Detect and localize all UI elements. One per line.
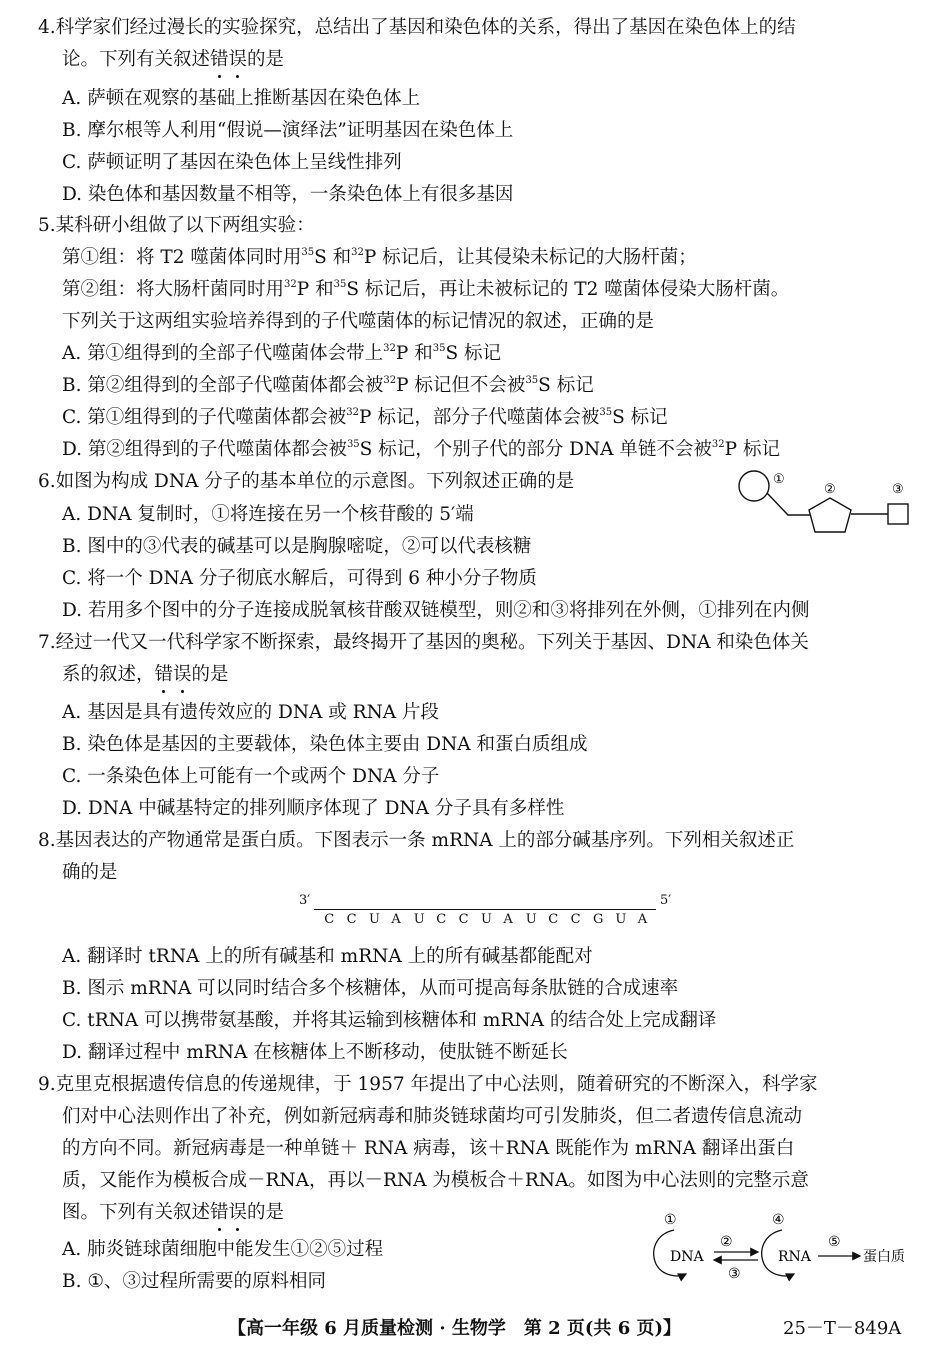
q5-text: P 和 (296, 279, 334, 300)
mrna-base: C (436, 912, 447, 927)
q5-text: 第①组：将 T2 噬菌体同时用 (62, 247, 302, 268)
q4-option-d: D. 染色体和基因数量不相等，一条染色体上有很多基因 (62, 184, 514, 205)
q9-stem-line5 (62, 1200, 284, 1226)
mrna-base: A (637, 912, 648, 927)
q5-option-c (62, 405, 668, 431)
q8-option-a: A. 翻译时 tRNA 上的所有碱基和 mRNA 上的所有碱基都能配对 (62, 946, 593, 967)
q7-option-d: D. DNA 中碱基特定的排列顺序体现了 DNA 分子具有多样性 (62, 798, 565, 819)
mrna-strand-line (314, 909, 656, 910)
phosphate-circle (739, 471, 769, 501)
process-5-label: ⑤ (828, 1234, 841, 1250)
q7-stem-line1: 7.经过一代又一代科学家不断探索，最终揭开了基因的奥秘。下列关于基因、DNA 和染色体关 (38, 632, 809, 653)
mrna-base: U (525, 912, 537, 927)
emphasis-char: 误 (173, 662, 192, 688)
base-square (888, 504, 908, 524)
mrna-base: A (503, 912, 513, 927)
q6-option-b: B. 图中的③代表的碱基可以是胸腺嘧啶，②可以代表核糖 (62, 536, 532, 557)
mrna-base: C (548, 912, 559, 927)
q5-group2 (62, 277, 789, 303)
q5-text: P 标记后，让其侵染未标记的大肠杆菌； (363, 247, 697, 268)
q5-text: P 和 (395, 343, 433, 364)
q4-stem-text: 的是 (247, 49, 285, 70)
q9-stem-text: 图。下列有关叙述 (62, 1202, 211, 1223)
q9-stem-line2: 们对中心法则作出了补充，例如新冠病毒和肺炎链球菌均可引发肺炎，但二者遗传信息流动 (62, 1106, 803, 1127)
q5-text: S 标记 (538, 375, 594, 396)
q6-option-c: C. 将一个 DNA 分子彻底水解后，可得到 6 种小分子物质 (62, 568, 537, 589)
rna-label: RNA (778, 1249, 811, 1265)
q7-option-b: B. 染色体是基因的主要载体，染色体主要由 DNA 和蛋白质组成 (62, 734, 588, 755)
nucleotide-diagram (730, 462, 920, 542)
q8-option-c: C. tRNA 可以携带氨基酸，并将其运输到核糖体和 mRNA 的结合处上完成翻译 (62, 1010, 717, 1031)
isotope-mass: 35 (333, 279, 347, 290)
q4-option-b: B. 摩尔根等人利用“假说—演绎法”证明基因在染色体上 (62, 120, 514, 141)
q5-option-a (62, 341, 501, 367)
isotope-mass: 35 (301, 247, 315, 258)
q4-option-c: C. 萨顿证明了基因在染色体上呈线性排列 (62, 152, 402, 173)
process-3-label: ③ (728, 1266, 741, 1282)
q5-text: A. 第①组得到的全部子代噬菌体会带上 (62, 343, 384, 364)
q5-text: P 标记但不会被 (396, 375, 526, 396)
q5-text: B. 第②组得到的全部子代噬菌体都会被 (62, 375, 384, 396)
isotope-mass: 32 (351, 247, 364, 258)
isotope-mass: 32 (346, 407, 359, 418)
process-2-label: ② (720, 1234, 733, 1250)
footer-title: 【高一年级 6 月质量检测 · 生物学 第 2 页(共 6 页)】 (228, 1318, 682, 1339)
mrna-base: C (346, 912, 357, 927)
mrna-5prime-label: 5′ (660, 893, 672, 908)
mrna-base: U (413, 912, 425, 927)
q7-stem-text: 系的叙述， (62, 664, 155, 685)
q8-option-b: B. 图示 mRNA 可以同时结合多个核糖体，从而可提高每条肽链的合成速率 (62, 978, 679, 999)
q7-stem-text: 的是 (191, 664, 229, 685)
mrna-3prime-label: 3′ (299, 893, 311, 908)
q9-stem-line4: 质，又能作为模板合成－RNA，再以－RNA 为模板合＋RNA。如图为中心法则的完整示意 (62, 1170, 809, 1191)
process-4-label: ④ (772, 1212, 785, 1228)
label-1: ① (773, 472, 785, 487)
mrna-base: C (570, 912, 581, 927)
isotope-mass: 32 (711, 439, 725, 450)
q9-stem-line3: 的方向不同。新冠病毒是一种单链＋ RNA 病毒，该＋RNA 既能作为 mRNA 翻译出蛋白 (62, 1138, 795, 1159)
mrna-base: U (615, 912, 627, 927)
protein-label: 蛋白质 (863, 1249, 905, 1265)
q8-option-d: D. 翻译过程中 mRNA 在核糖体上不断移动，使肽链不断延长 (62, 1042, 568, 1063)
mrna-base: G (593, 912, 604, 927)
emphasis-char: 错 (210, 47, 229, 73)
page-footer (0, 1316, 950, 1342)
q5-text: S 标记，个别子代的部分 DNA 单链不会被 (359, 439, 712, 460)
isotope-mass: 32 (383, 375, 397, 386)
q9-option-a: A. 肺炎链球菌细胞中能发生①②⑤过程 (62, 1239, 384, 1260)
q8-stem-line1: 8.基因表达的产物通常是蛋白质。下图表示一条 mRNA 上的部分碱基序列。下列相关叙述正 (38, 830, 795, 851)
isotope-mass: 35 (432, 343, 446, 354)
dna-label: DNA (670, 1249, 704, 1265)
isotope-mass: 32 (284, 279, 297, 290)
q6-option-d: D. 若用多个图中的分子连接成脱氧核苷酸双链模型，则②和③将排列在外侧，①排列在内侧 (62, 600, 810, 621)
q4-option-a: A. 萨顿在观察的基础上推断基因在染色体上 (62, 88, 421, 109)
q5-text: S 和 (314, 247, 352, 268)
bond-line (767, 493, 810, 515)
isotope-mass: 35 (346, 439, 360, 450)
label-2: ② (824, 482, 836, 497)
q5-text: 第②组：将大肠杆菌同时用 (62, 279, 285, 300)
q5-group1 (62, 245, 697, 271)
mrna-base-sequence (318, 912, 654, 932)
emphasis-char: 错 (155, 662, 174, 688)
mrna-base: A (391, 912, 401, 927)
mrna-base: C (458, 912, 469, 927)
mrna-base: U (369, 912, 380, 927)
q5-text: C. 第①组得到的子代噬菌体都会被 (62, 407, 347, 428)
q8-stem-line2: 确的是 (62, 862, 118, 883)
q5-text: S 标记后，再让未被标记的 T2 噬菌体侵染大肠杆菌。 (346, 279, 790, 300)
q5-text: P 标记 (724, 439, 780, 460)
central-dogma-diagram (648, 1208, 918, 1288)
footer-code: 25－T－849A (783, 1318, 902, 1339)
q5-option-d (62, 437, 780, 463)
q5-stem: 5.某科研小组做了以下两组实验： (38, 215, 315, 236)
process-1-label: ① (664, 1212, 677, 1228)
q6-option-a: A. DNA 复制时，①将连接在另一个核苷酸的 5′端 (62, 504, 474, 525)
q6-stem: 6.如图为构成 DNA 分子的基本单位的示意图。下列叙述正确的是 (38, 471, 575, 492)
q5-option-b (62, 373, 594, 399)
q5-question: 下列关于这两组实验培养得到的子代噬菌体的标记情况的叙述，正确的是 (62, 311, 655, 332)
q9-option-b: B. ①、③过程所需要的原料相同 (62, 1271, 326, 1292)
q4-stem-line2 (62, 47, 284, 73)
q7-stem-line2 (62, 662, 229, 688)
q5-text: P 标记，部分子代噬菌体会被 (359, 407, 600, 428)
label-3: ③ (892, 482, 904, 497)
q5-text: D. 第②组得到的子代噬菌体都会被 (62, 439, 347, 460)
mrna-base: C (324, 912, 335, 927)
q7-option-c: C. 一条染色体上可能有一个或两个 DNA 分子 (62, 766, 440, 787)
q5-text: S 标记 (445, 343, 501, 364)
q4-stem-text: 论。下列有关叙述 (62, 49, 211, 70)
emphasis-char: 误 (229, 1200, 248, 1226)
q4-stem-line1: 4.科学家们经过漫长的实验探究，总结出了基因和染色体的关系，得出了基因在染色体上的结 (38, 17, 796, 38)
isotope-mass: 35 (599, 407, 613, 418)
isotope-mass: 35 (525, 375, 539, 386)
q9-stem-line1: 9.克里克根据遗传信息的传递规律，于 1957 年提出了中心法则，随着研究的不断深入，科学家 (38, 1074, 818, 1095)
q5-text: S 标记 (612, 407, 668, 428)
isotope-mass: 32 (383, 343, 396, 354)
q9-stem-text: 的是 (247, 1202, 285, 1223)
q7-option-a: A. 基因是具有遗传效应的 DNA 或 RNA 片段 (62, 702, 440, 723)
mrna-base: U (481, 912, 492, 927)
emphasis-char: 错 (210, 1200, 229, 1226)
emphasis-char: 误 (229, 47, 248, 73)
sugar-pentagon (809, 498, 851, 532)
